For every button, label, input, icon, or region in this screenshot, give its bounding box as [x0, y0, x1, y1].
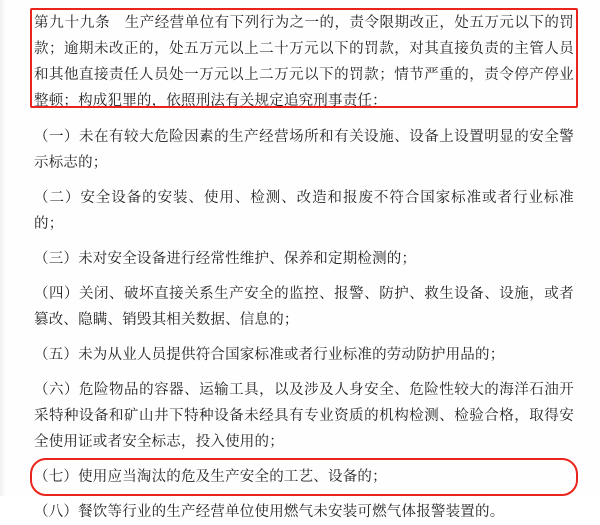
clause-text-4: 关闭、破坏直接关系生产安全的监控、报警、防护、救生设备、设施，或者篡改、隐瞒、销毁其相关数据、信息的；	[34, 286, 574, 328]
clause-marker-4: （四）	[34, 286, 80, 302]
clause-marker-6: （六）	[34, 382, 80, 398]
clause-item-8	[34, 499, 574, 525]
clause-item-7	[34, 464, 574, 490]
clause-marker-2: （二）	[34, 190, 81, 206]
page-edge-shadow	[0, 0, 6, 496]
clause-text-2: 安全设备的安装、使用、检测、改造和报废不符合国家标准或者行业标准的；	[34, 190, 574, 232]
clause-item-4	[34, 281, 574, 333]
clause-text-6: 危险物品的容器、运输工具，以及涉及人身安全、危险性较大的海洋石油开采特种设备和矿山井下特种设备未经具有专业资质的机构检测、检验合格，取得安全使用证或者安全标志，投入使用的；	[34, 382, 574, 450]
clause-item-1	[34, 124, 574, 176]
article-number: 第九十九条	[34, 15, 111, 31]
clause-text-8: 餐饮等行业的生产经营单位使用燃气未安装可燃气体报警装置的。	[78, 504, 505, 520]
clause-marker-7: （七）	[34, 469, 79, 485]
clause-text-5: 未为从业人员提供符合国家标准或者行业标准的劳动防护用品的；	[78, 347, 505, 363]
clause-item-6	[34, 377, 574, 455]
clause-marker-5: （五）	[34, 347, 79, 363]
article-lead-paragraph	[34, 10, 574, 114]
clause-marker-8: （八）	[34, 504, 79, 520]
clause-marker-3: （三）	[34, 251, 79, 267]
clause-text-3: 未对安全设备进行经常性维护、保养和定期检测的；	[78, 251, 417, 267]
clause-item-5	[34, 342, 574, 368]
clause-marker-1: （一）	[34, 129, 80, 145]
clause-item-2	[34, 185, 574, 237]
clause-item-3	[34, 246, 574, 272]
clause-text-7: 使用应当淘汰的危及生产安全的工艺、设备的；	[78, 469, 387, 485]
clause-text-1: 未在有较大危险因素的生产经营场所和有关设施、设备上设置明显的安全警示标志的；	[34, 129, 574, 171]
article-lead-text: 生产经营单位有下列行为之一的，责令限期改正，处五万元以下的罚款；逾期未改正的，处五万元以上二十万元以下的罚款，对其直接负责的主管人员和其他直接责任人员处一万元以上二万元以下的罚款；情节严重的，责令停产停业整顿；构成犯罪的，依照刑法有关规定追究刑事责任：	[34, 15, 575, 109]
